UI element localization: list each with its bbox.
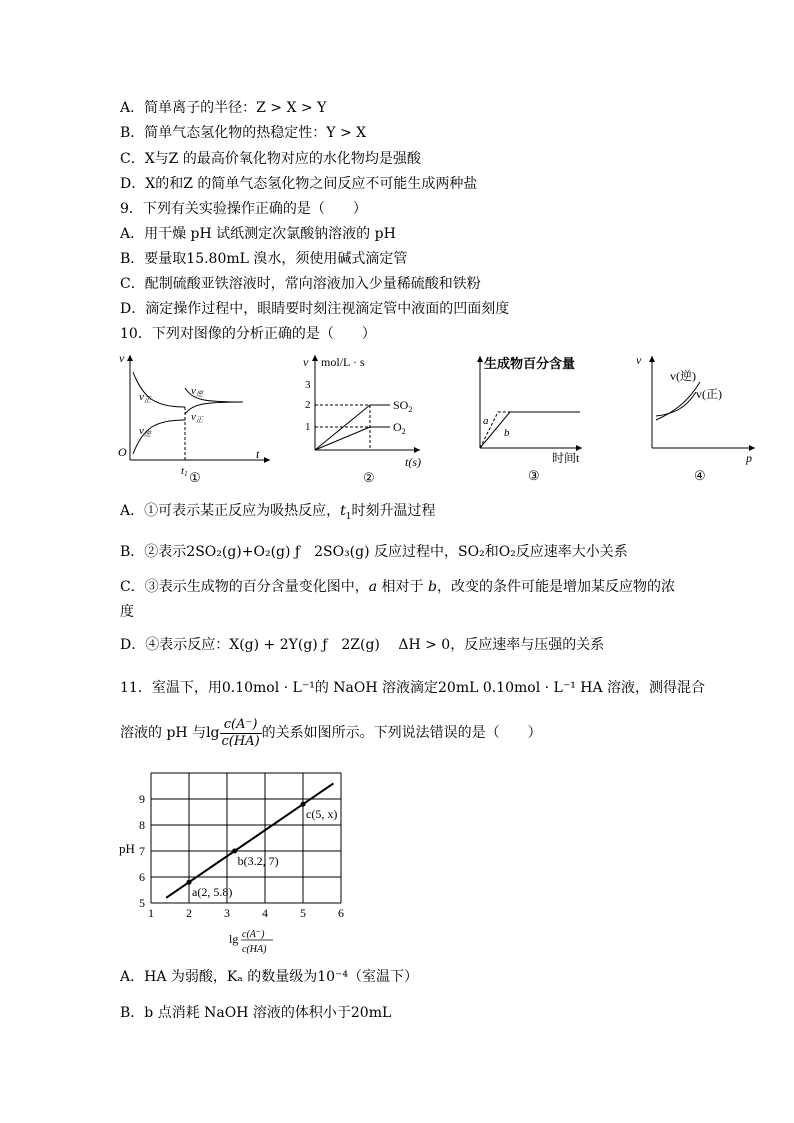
svg-text:时间t: 时间t [552, 451, 580, 465]
q9-stem: 9．下列有关实验操作正确的是（ ） [120, 201, 367, 217]
svg-text:v: v [303, 355, 309, 369]
svg-text:2: 2 [305, 399, 311, 411]
x-tick-label: 2 [186, 906, 192, 920]
x-tick-label: 5 [300, 906, 306, 920]
ph-chart-xlabel-num: c(A⁻) [242, 929, 265, 940]
svg-text:3: 3 [305, 379, 311, 391]
svg-text:SO2: $SO_2$ [393, 398, 413, 414]
q9-option-b: B．要量取15.80mL 溴水，须使用碱式滴定管 [120, 251, 408, 267]
lg-fraction: $\frac{c(A^-)}{c(HA)}$ [221, 716, 260, 749]
svg-text:v正: v正 [191, 411, 203, 424]
q11-option-b: B．b 点消耗 NaOH 溶液的体积小于20mL [120, 1005, 392, 1021]
data-point [187, 880, 192, 885]
q11-option-a: A．HA 为弱酸，Kₐ 的数量级为10⁻⁴（室温下） [120, 969, 419, 985]
q10-option-c-wrap: 度 [120, 604, 134, 620]
q9-option-c: C．配制硫酸亚铁溶液时，常向溶液加入少量稀硫酸和铁粉 [120, 276, 481, 292]
svg-text:v(逆): v(逆) [670, 369, 696, 383]
svg-text:b: b [504, 427, 510, 439]
x-tick-label: 4 [262, 906, 268, 920]
y-tick-label: 9 [139, 792, 145, 806]
q8-option-d: D．X的和Z 的简单气态氢化物之间反应不可能生成两种盐 [120, 176, 478, 192]
figure-3 [470, 350, 600, 485]
svg-text:p: p [746, 451, 752, 465]
svg-text:1: 1 [305, 421, 311, 433]
svg-text:②: ② [363, 470, 375, 485]
y-tick-label: 7 [139, 844, 145, 858]
data-point-label: c(5, x) [306, 807, 338, 822]
q9-option-d: D．滴定操作过程中，眼睛要时刻注视滴定管中液面的凹面刻度 [120, 301, 510, 317]
data-point-label: a(2, 5.8) [192, 885, 233, 900]
svg-text:v正: v正 [139, 391, 151, 404]
q10-option-a: A．①可表示某正反应为吸热反应，$t_1$时刻升温过程 [120, 503, 436, 522]
q10-option-c: C．③表示生成物的百分含量变化图中，a 相对于 b，改变的条件可能是增加某反应物的浓 [120, 579, 675, 595]
ph-chart-xlabel-lg: lg [229, 932, 239, 946]
svg-text:O2: $O_2$ [393, 420, 406, 436]
q11-stem-line1: 11．室温下，用0.10mol · L⁻¹的 NaOH 溶液滴定20mL 0.10mol · L⁻¹ HA 溶液，测得混合 [120, 680, 706, 696]
y-tick-label: 5 [139, 896, 145, 910]
data-point [232, 849, 237, 854]
svg-text:a: a [483, 415, 489, 427]
q8-option-c: C．X与Z 的最高价氧化物对应的水化物均是强酸 [120, 151, 421, 167]
data-point-label: b(3.2, 7) [237, 854, 279, 868]
x-tick-label: 1 [148, 906, 154, 920]
y-tick-label: 8 [139, 818, 145, 832]
figure-4 [630, 350, 760, 485]
y-tick-label: 6 [139, 870, 145, 884]
ph-chart [115, 765, 355, 960]
ph-chart-ylabel: pH [119, 841, 135, 856]
x-tick-label: 6 [338, 906, 344, 920]
svg-text:t(s): t(s) [405, 455, 421, 469]
svg-text:t1: t1 [181, 465, 188, 478]
fig1-xlabel: t [256, 447, 260, 461]
fig1-ylabel: v [119, 351, 125, 365]
svg-text:v(正): v(正) [696, 387, 722, 401]
fig2-ylabel: mol/L · s [321, 355, 365, 369]
q10-stem: 10．下列对图像的分析正确的是（ ） [120, 326, 376, 342]
svg-text:v逆: v逆 [191, 385, 203, 398]
fig3-title: 生成物百分含量 [484, 356, 576, 371]
series-line [166, 783, 333, 900]
ph-chart-xlabel-den: c(HA) [242, 944, 267, 955]
x-tick-label: 3 [224, 906, 230, 920]
data-point [301, 802, 306, 807]
figure-1 [115, 350, 275, 485]
svg-text:v逆: v逆 [139, 425, 151, 438]
q10-option-d: D．④表示反应：X(g) + 2Y(g) ƒ 2Z(g) ΔH > 0，反应速率与压强的关系 [120, 637, 605, 653]
q9-option-a: A．用干燥 pH 试纸测定次氯酸钠溶液的 pH [120, 226, 396, 242]
q11-stem-line2: 溶液的 pH 与lg $\frac{c(A^-)}{c(HA)}$ 的关系如图所示。下列说法错误的是（ ） [120, 716, 542, 749]
svg-text:v: v [636, 353, 642, 367]
q10-option-b: B．②表示2SO₂(g)+O₂(g) ƒ 2SO₃(g) 反应过程中，SO₂和O₂反应速率大小关系 [120, 544, 628, 560]
q8-option-b: B．简单气态氢化物的热稳定性：Y > X [120, 125, 367, 141]
fig1-caption: ① [189, 470, 201, 485]
q8-option-a: A．简单离子的半径：Z > X > Y [120, 100, 327, 116]
svg-text:③: ③ [528, 468, 540, 483]
figure-2 [295, 350, 435, 485]
fig1-origin: O [118, 445, 127, 459]
svg-text:④: ④ [694, 468, 706, 483]
